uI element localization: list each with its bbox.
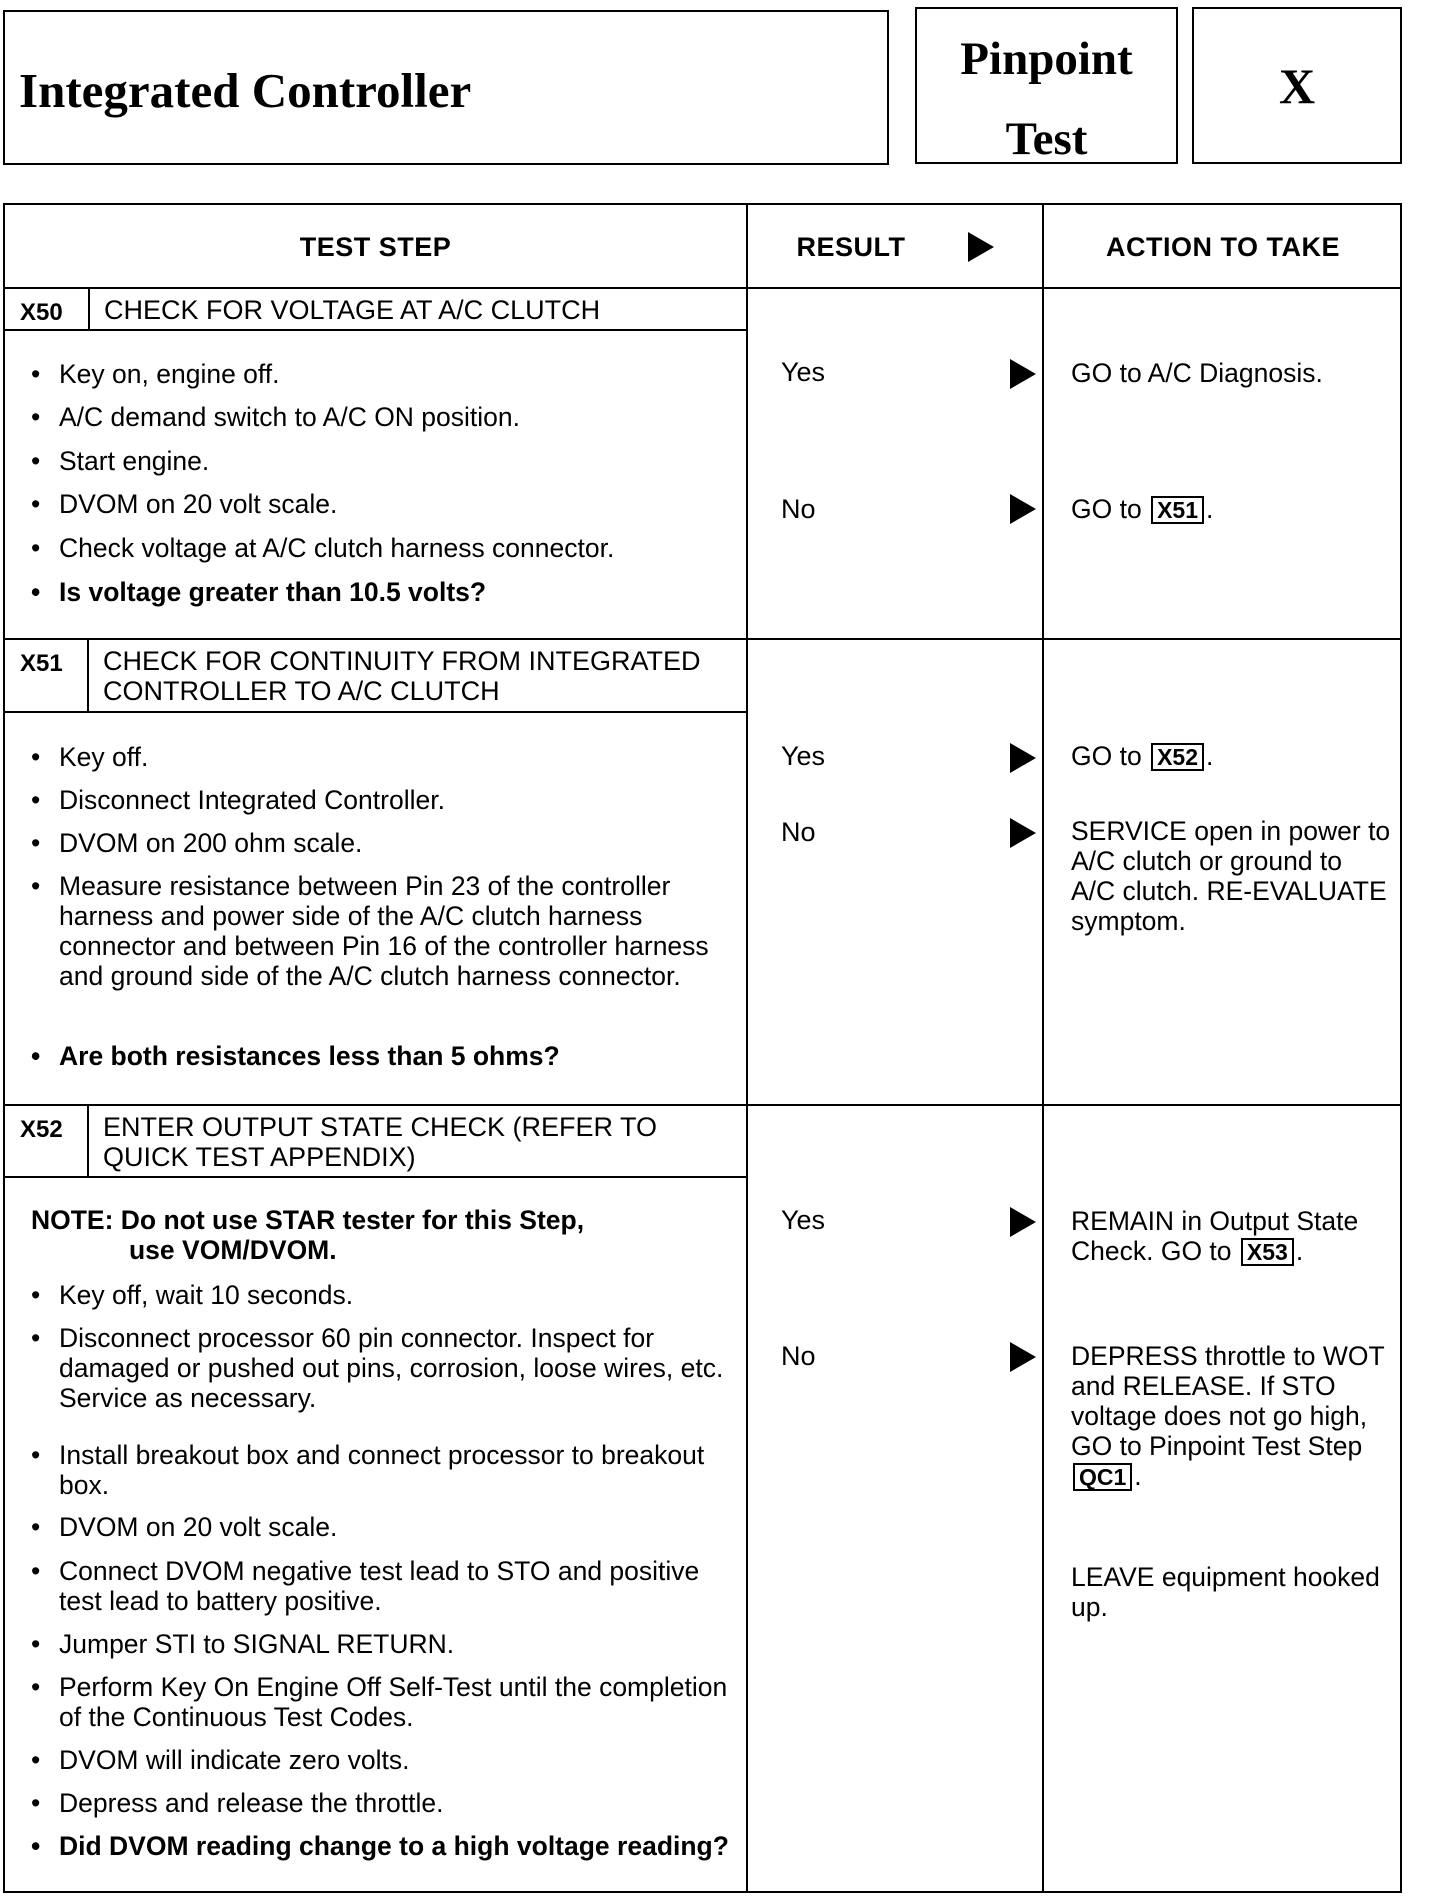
step-reference: X52 — [1151, 743, 1204, 771]
step-id: X50 — [5, 289, 90, 331]
column-divider-action — [1042, 205, 1044, 1891]
result-label: No — [781, 817, 816, 847]
step-reference: X53 — [1241, 1238, 1294, 1266]
step-title: CHECK FOR VOLTAGE AT A/C CLUTCH — [90, 289, 746, 331]
step-title: CHECK FOR CONTINUITY FROM INTEGRATED CONTROLLER TO A/C CLUTCH — [89, 640, 746, 713]
column-header-result-label: RESULT — [796, 231, 906, 262]
action-text: SERVICE open in power to A/C clutch or ground to A/C clutch. RE-EVALUATE symptom. — [1071, 816, 1391, 936]
page-title: Integrated Controller — [19, 63, 472, 118]
step-reference: X51 — [1151, 496, 1204, 524]
arrow-right-icon — [1010, 818, 1036, 848]
arrow-right-icon — [968, 232, 994, 262]
result-label: Yes — [781, 357, 826, 387]
arrow-right-icon — [1010, 359, 1036, 389]
section-letter: X — [1278, 58, 1316, 114]
arrow-right-icon — [1010, 494, 1036, 524]
action-text: GO to X52 . — [1071, 741, 1214, 771]
action-text: GO to X51 . — [1071, 494, 1214, 524]
result-label: Yes — [781, 741, 826, 771]
arrow-right-icon — [1010, 1342, 1036, 1372]
arrow-right-icon — [1010, 743, 1036, 773]
step-note: NOTE: Do not use STAR tester for this Step, use VOM/DVOM. — [31, 1205, 585, 1265]
column-divider-result — [746, 205, 748, 1891]
step-title: ENTER OUTPUT STATE CHECK (REFER TO QUICK TEST APPENDIX) — [89, 1106, 746, 1178]
test-type-line2: Test — [1005, 113, 1088, 165]
result-label: No — [781, 1341, 816, 1371]
test-table: TEST STEP RESULT ACTION TO TAKE X50 CHECK FOR VOLTAGE AT A/C CLUTCH • Key on, engine off. • A/C demand switch to A/C ON position. • Start engine. • DVOM on 20 volt scale. • Check voltage at A/C clutch harness connector. • Is voltage greater than 10.5 volts? Yes GO to A/C Diagnosis. No GO to X51 . X51 CHECK FOR CONTINUITY FROM INTEGRATED CONTROLLER TO A/C CLUTCH • Key off. • Disconnect Integrated Controller. • DVOM on 200 ohm scale. • Measure resistance between Pin 23 of the controller harness and power side of the A/C clutch harness connector and between Pin 16 of the controller harness and ground side of the A/C clutch harness connector. • Are both resistances less than 5 ohms? Yes GO to X52 . No SERVICE open in power to A/C clutch or ground to A/C clutch. RE-EVALUATE symptom. X52 ENTER OUTPUT STATE CHECK (REFER TO QUICK TEST APPENDIX) NOTE: Do not use STAR tester for this Step, use VOM/DVOM. • Key off, wait 10 seconds. • Disconnect processor 60 pin connector. Inspect for damaged or pushed out pins, corrosion, loose wires, etc. Service as necessary. • Install breakout box and connect processor to breakout box. • DVOM on 20 volt scale. • Connect DVOM negative test lead to STO and positive test lead to battery positive. • Jumper STI to SIGNAL RETURN. • Perform Key On Engine Off Self-Test until the completion of the Continuous Test Codes. • DVOM will indicate zero volts. • Depress and release the throttle. • Did DVOM reading change to a high voltage reading? Yes REMAIN in Output State Check. GO to X53 . No DEPRESS throttle to WOT and RELEASE. If STO voltage does not go high, GO to Pinpoint Test Step QC1 . LEAVE equipment hooked up. — [3, 203, 1402, 1893]
column-header-result — [748, 205, 1042, 289]
action-text: DEPRESS throttle to WOT and RELEASE. If STO voltage does not go high, GO to Pinpoint Test Step QC1 . — [1071, 1341, 1385, 1491]
step-id: X51 — [5, 640, 89, 713]
step-id: X52 — [5, 1106, 89, 1178]
test-type-line1: Pinpoint — [960, 33, 1133, 85]
action-text: GO to A/C Diagnosis. — [1071, 358, 1323, 388]
step-reference: QC1 — [1073, 1463, 1132, 1491]
result-label: No — [781, 494, 816, 524]
test-type-box — [915, 7, 1178, 164]
arrow-right-icon — [1010, 1207, 1036, 1237]
action-text-extra: LEAVE equipment hooked up. — [1071, 1562, 1380, 1622]
column-header-test-step: TEST STEP — [299, 231, 452, 262]
column-header-action: ACTION TO TAKE — [1106, 231, 1340, 262]
result-label: Yes — [781, 1205, 826, 1235]
title-box — [3, 10, 889, 165]
action-text: REMAIN in Output State Check. GO to X53 . — [1071, 1206, 1359, 1266]
section-box — [1192, 7, 1402, 164]
